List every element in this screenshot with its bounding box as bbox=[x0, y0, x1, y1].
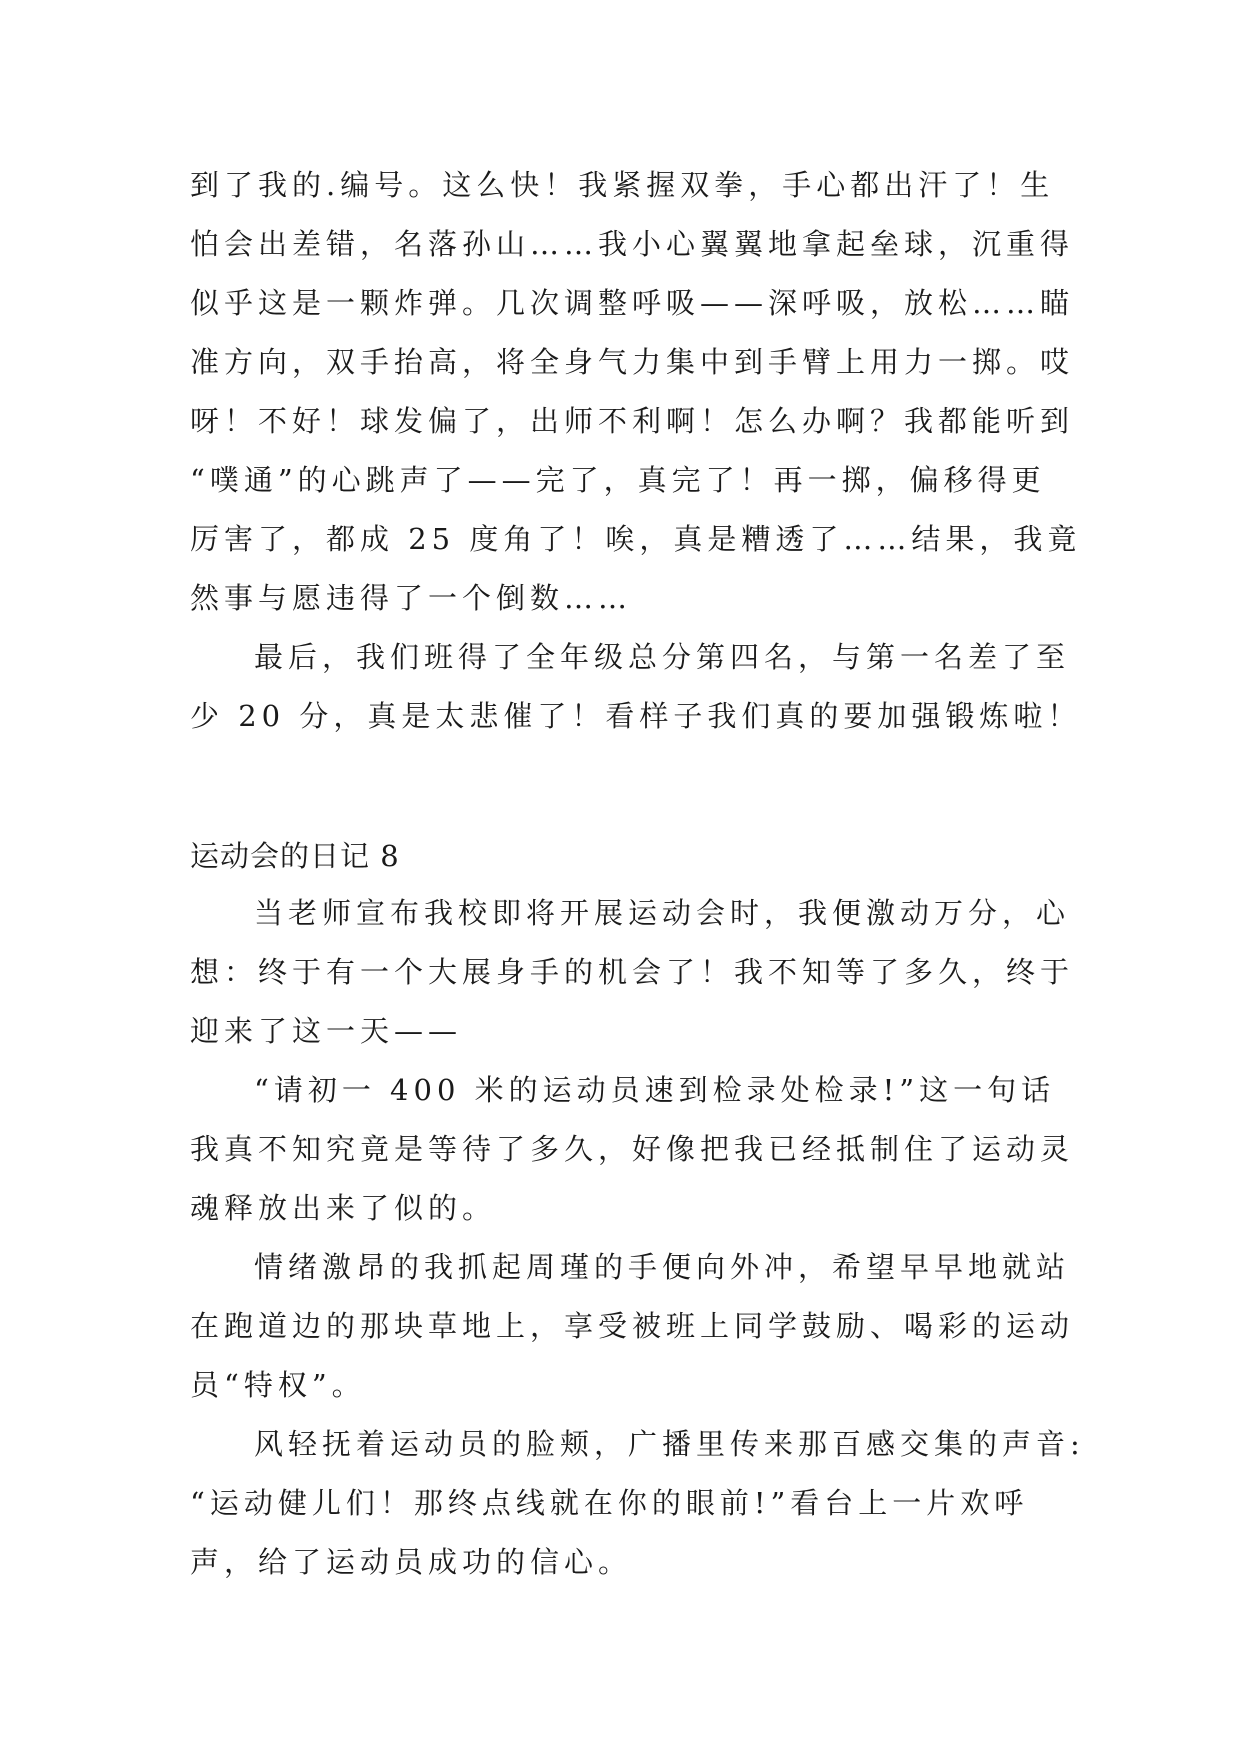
paragraph bbox=[190, 884, 1075, 1061]
text-line: 怕会出差错，名落孙山……我小心翼翼地拿起垒球，沉重得 bbox=[190, 227, 1075, 261]
text-line: 准方向，双手抬高，将全身气力集中到手臂上用力一掷。哎 bbox=[190, 345, 1075, 379]
document-page bbox=[190, 156, 1085, 1592]
text-line: 最后，我们班得了全年级总分第四名，与第一名差了至 bbox=[254, 640, 1071, 674]
text-line: 然事与愿违得了一个倒数…… bbox=[190, 581, 633, 615]
text-line: 当老师宣布我校即将开展运动会时，我便激动万分，心 bbox=[254, 896, 1071, 930]
text-line: “运动健儿们！那终点线就在你的眼前!”看台上一片欢呼 bbox=[190, 1486, 1029, 1520]
text-line: 少 20 分，真是太悲催了！看样子我们真的要加强锻炼啦！ bbox=[190, 699, 1082, 733]
section-title: 运动会的日记 8 bbox=[190, 839, 400, 873]
text-line: 到了我的.编号。这么快！我紧握双拳，手心都出汗了！生 bbox=[190, 168, 1055, 202]
paragraph bbox=[190, 1415, 1085, 1592]
text-line: 迎来了这一天—— bbox=[190, 1014, 463, 1048]
text-line: 声，给了运动员成功的信心。 bbox=[190, 1545, 633, 1579]
text-line: 魂释放出来了似的。 bbox=[190, 1191, 497, 1225]
text-line: 我真不知究竟是等待了多久，好像把我已经抵制住了运动灵 bbox=[190, 1132, 1075, 1166]
text-line: 想：终于有一个大展身手的机会了！我不知等了多久，终于 bbox=[190, 955, 1075, 989]
paragraph bbox=[190, 156, 1082, 628]
paragraph bbox=[190, 628, 1082, 746]
paragraph bbox=[190, 1061, 1075, 1238]
text-line: “请初一 400 米的运动员速到检录处检录!”这一句话 bbox=[254, 1073, 1056, 1107]
text-line: “噗通”的心跳声了——完了，真完了！再一掷，偏移得更 bbox=[190, 463, 1046, 497]
text-line: 厉害了，都成 25 度角了！唉，真是糟透了……结果，我竟 bbox=[190, 522, 1082, 556]
text-line: 情绪激昂的我抓起周瑾的手便向外冲，希望早早地就站 bbox=[254, 1250, 1071, 1284]
text-line: 在跑道边的那块草地上，享受被班上同学鼓励、喝彩的运动 bbox=[190, 1309, 1075, 1343]
text-line: 呀！不好！球发偏了，出师不利啊！怎么办啊？我都能听到 bbox=[190, 404, 1075, 438]
section-gap bbox=[190, 746, 1060, 828]
text-line: 风轻抚着运动员的脸颊，广播里传来那百感交集的声音: bbox=[254, 1427, 1085, 1461]
paragraph bbox=[190, 1238, 1075, 1415]
text-line: 似乎这是一颗炸弹。几次调整呼吸——深呼吸，放松……瞄 bbox=[190, 286, 1075, 320]
text-line: 员“特权”。 bbox=[190, 1368, 366, 1402]
